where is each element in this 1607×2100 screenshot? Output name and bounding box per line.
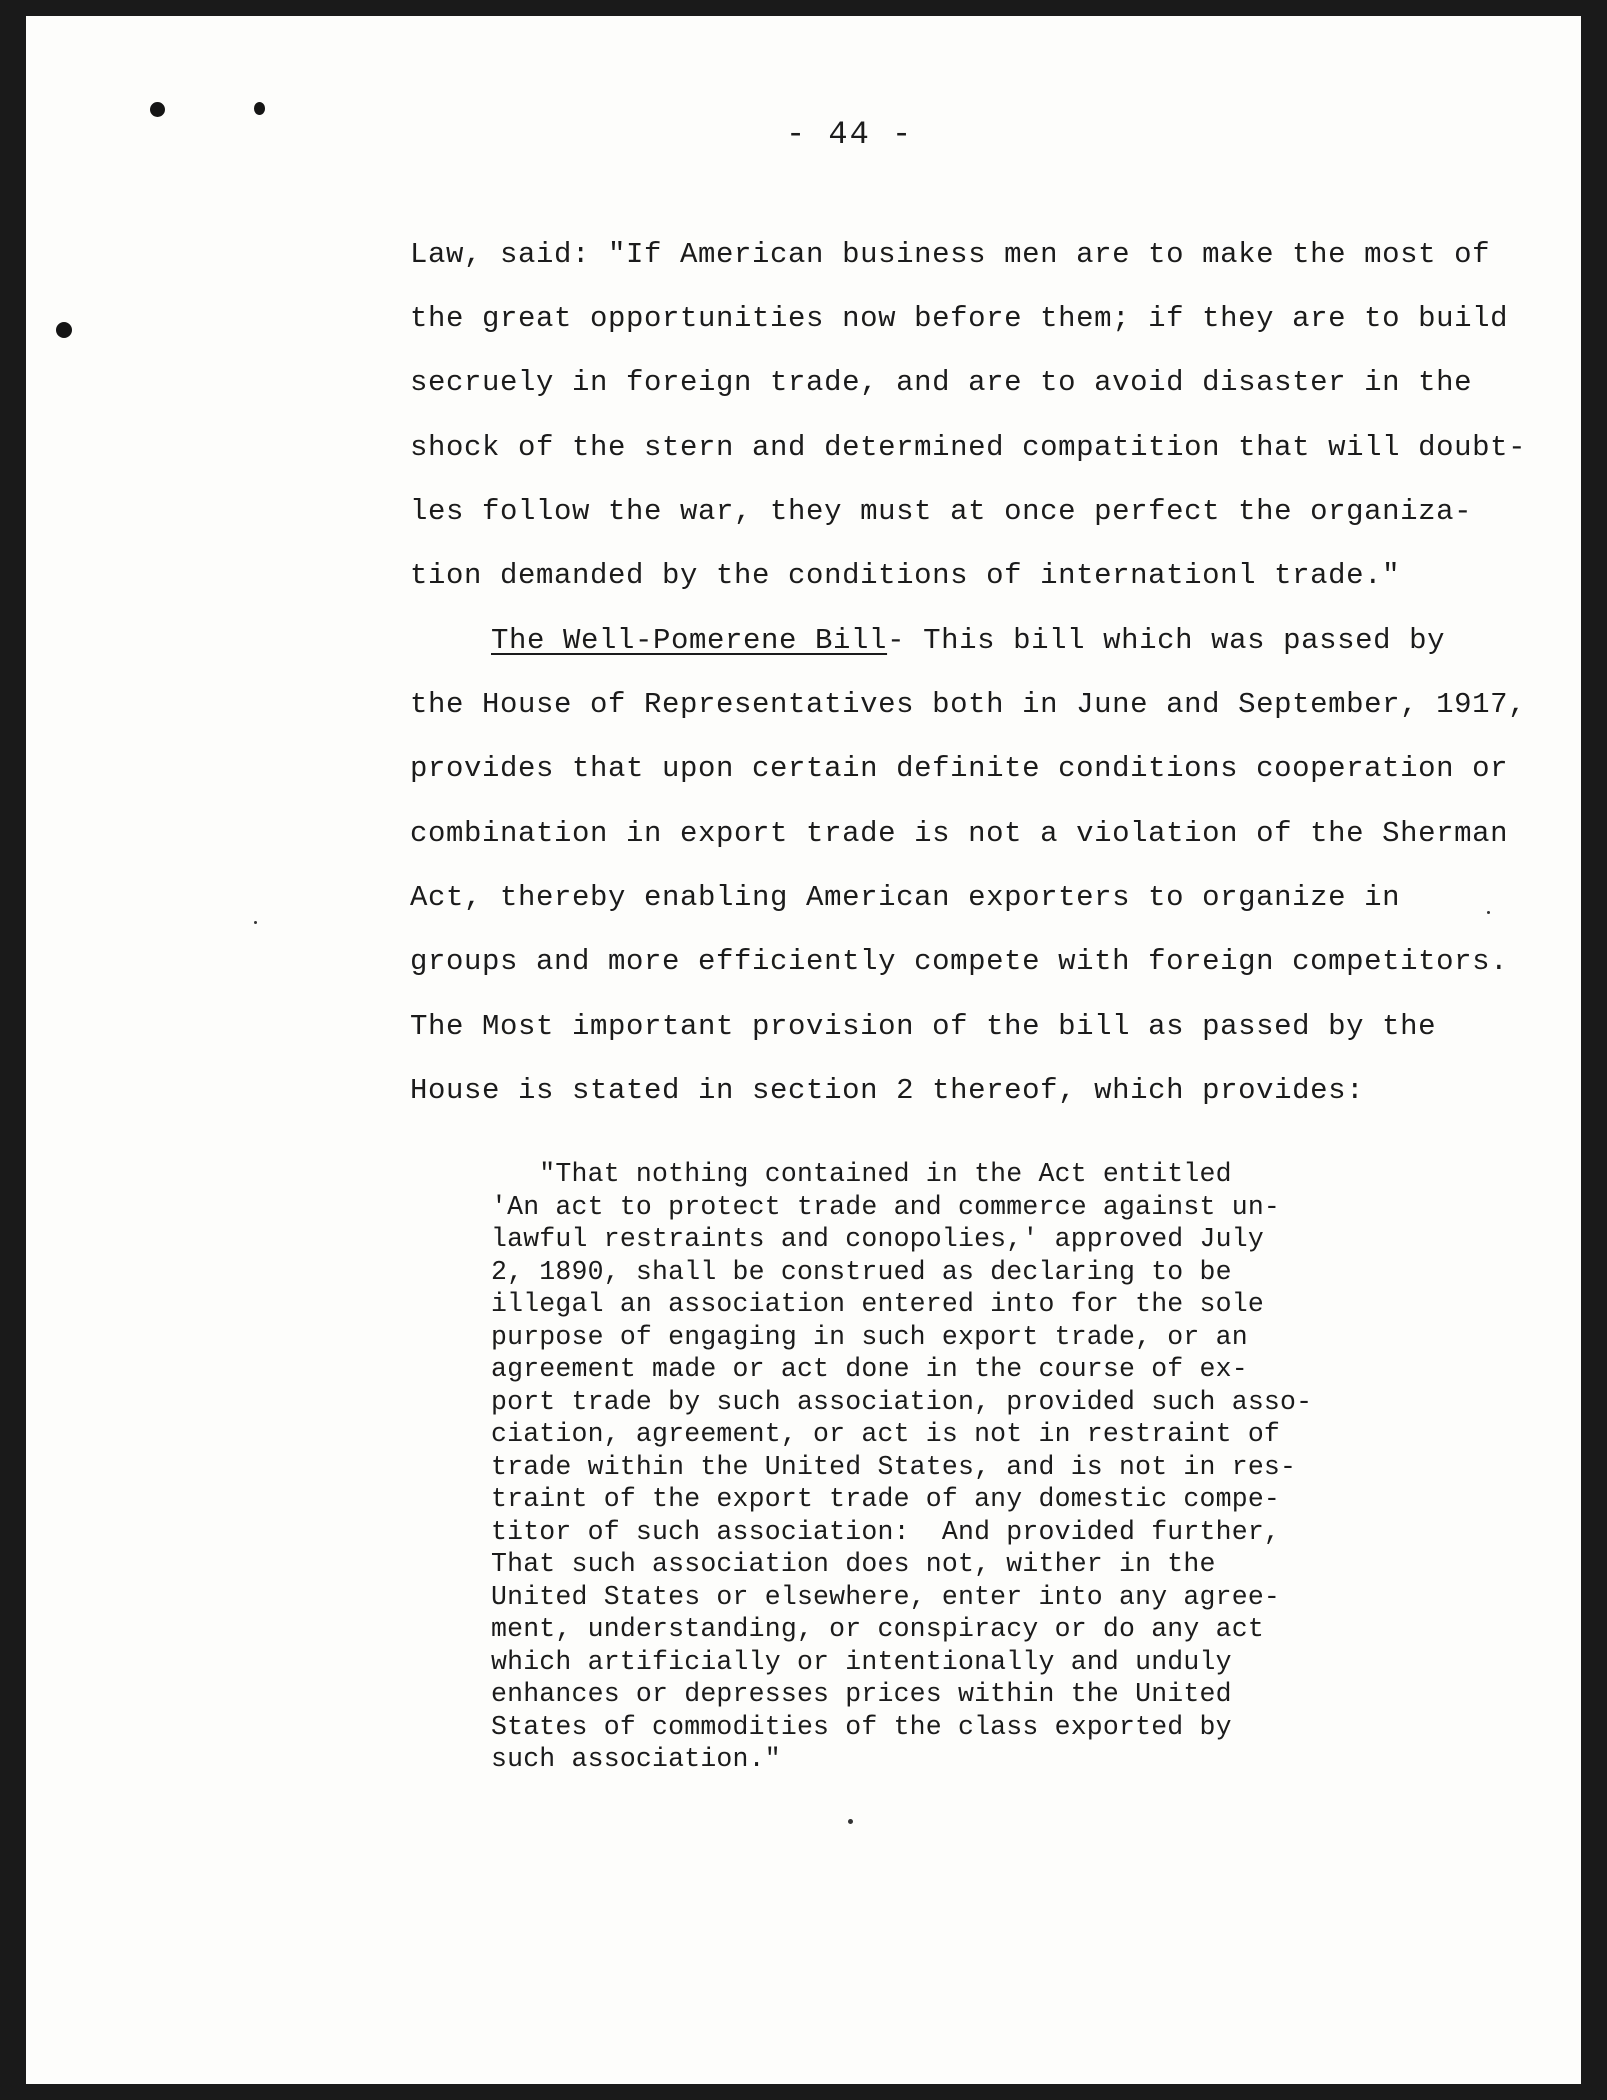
- speck: [1487, 911, 1490, 914]
- quote-line: traint of the export trade of any domestic compe-: [491, 1484, 1281, 1514]
- body-line: Act, thereby enabling American exporters to organize in: [410, 881, 1401, 914]
- body-line: the House of Representatives both in June and September, 1917,: [410, 688, 1527, 721]
- quote-line: 'An act to protect trade and commerce against un-: [491, 1191, 1281, 1222]
- body-line: House is stated in section 2 thereof, which provides:: [410, 1074, 1365, 1107]
- quote-line: That such association does not, wither in the: [491, 1549, 1216, 1579]
- speck: [254, 921, 257, 924]
- quote-line: ciation, agreement, or act is not in restraint of: [491, 1419, 1281, 1449]
- quote-line: lawful restraints and conopolies,' approved July: [491, 1224, 1264, 1254]
- quote-line: ment, understanding, or conspiracy or do any act: [491, 1614, 1264, 1644]
- body-line: secruely in foreign trade, and are to avoid disaster in the: [410, 366, 1473, 399]
- speck: [848, 1819, 853, 1824]
- quote-line: enhances or depresses prices within the United: [491, 1679, 1232, 1709]
- body-line: provides that upon certain definite conditions cooperation or: [410, 752, 1509, 785]
- body-line: tion demanded by the conditions of internationl trade.": [410, 559, 1401, 592]
- body-line: groups and more efficiently compete with foreign competitors.: [410, 945, 1509, 978]
- quote-line: which artificially or intentionally and unduly: [491, 1646, 1232, 1677]
- punch-hole-left: [56, 322, 72, 338]
- punch-hole-top-left: [150, 102, 165, 117]
- body-line-continuation: - This bill which was passed by: [887, 624, 1446, 657]
- quote-line: purpose of engaging in such export trade, or an: [491, 1321, 1248, 1352]
- punch-hole-top: [254, 102, 265, 115]
- quote-line: trade within the United States, and is not in res-: [491, 1451, 1297, 1482]
- quote-line: "That nothing contained in the Act entitled: [491, 1159, 1232, 1189]
- body-line: Law, said: "If American business men are to make the most of: [410, 238, 1491, 271]
- quote-line: 2, 1890, shall be construed as declaring to be: [491, 1256, 1232, 1287]
- body-line: the great opportunities now before them; if they are to build: [410, 302, 1509, 335]
- quote-line: port trade by such association, provided such asso-: [491, 1386, 1313, 1417]
- quote-line: illegal an association entered into for the sole: [491, 1289, 1264, 1319]
- body-line: The Most important provision of the bill as passed by the: [410, 1010, 1437, 1043]
- quote-line: United States or elsewhere, enter into any agree-: [491, 1581, 1281, 1612]
- page-number: - 44 -: [786, 116, 914, 153]
- document-page: [26, 16, 1581, 2084]
- quote-line: States of commodities of the class exported by: [491, 1711, 1232, 1742]
- body-line: combination in export trade is not a violation of the Sherman: [410, 817, 1509, 850]
- quote-line: such association.": [491, 1744, 781, 1774]
- body-line: les follow the war, they must at once perfect the organiza-: [410, 495, 1473, 528]
- quote-line: agreement made or act done in the course of ex-: [491, 1354, 1248, 1384]
- quote-line: titor of such association: And provided further,: [491, 1516, 1281, 1547]
- section-heading: The Well-Pomerene Bill: [491, 624, 888, 657]
- section-heading-line: [491, 624, 1445, 657]
- body-line: shock of the stern and determined compatition that will doubt-: [410, 431, 1527, 464]
